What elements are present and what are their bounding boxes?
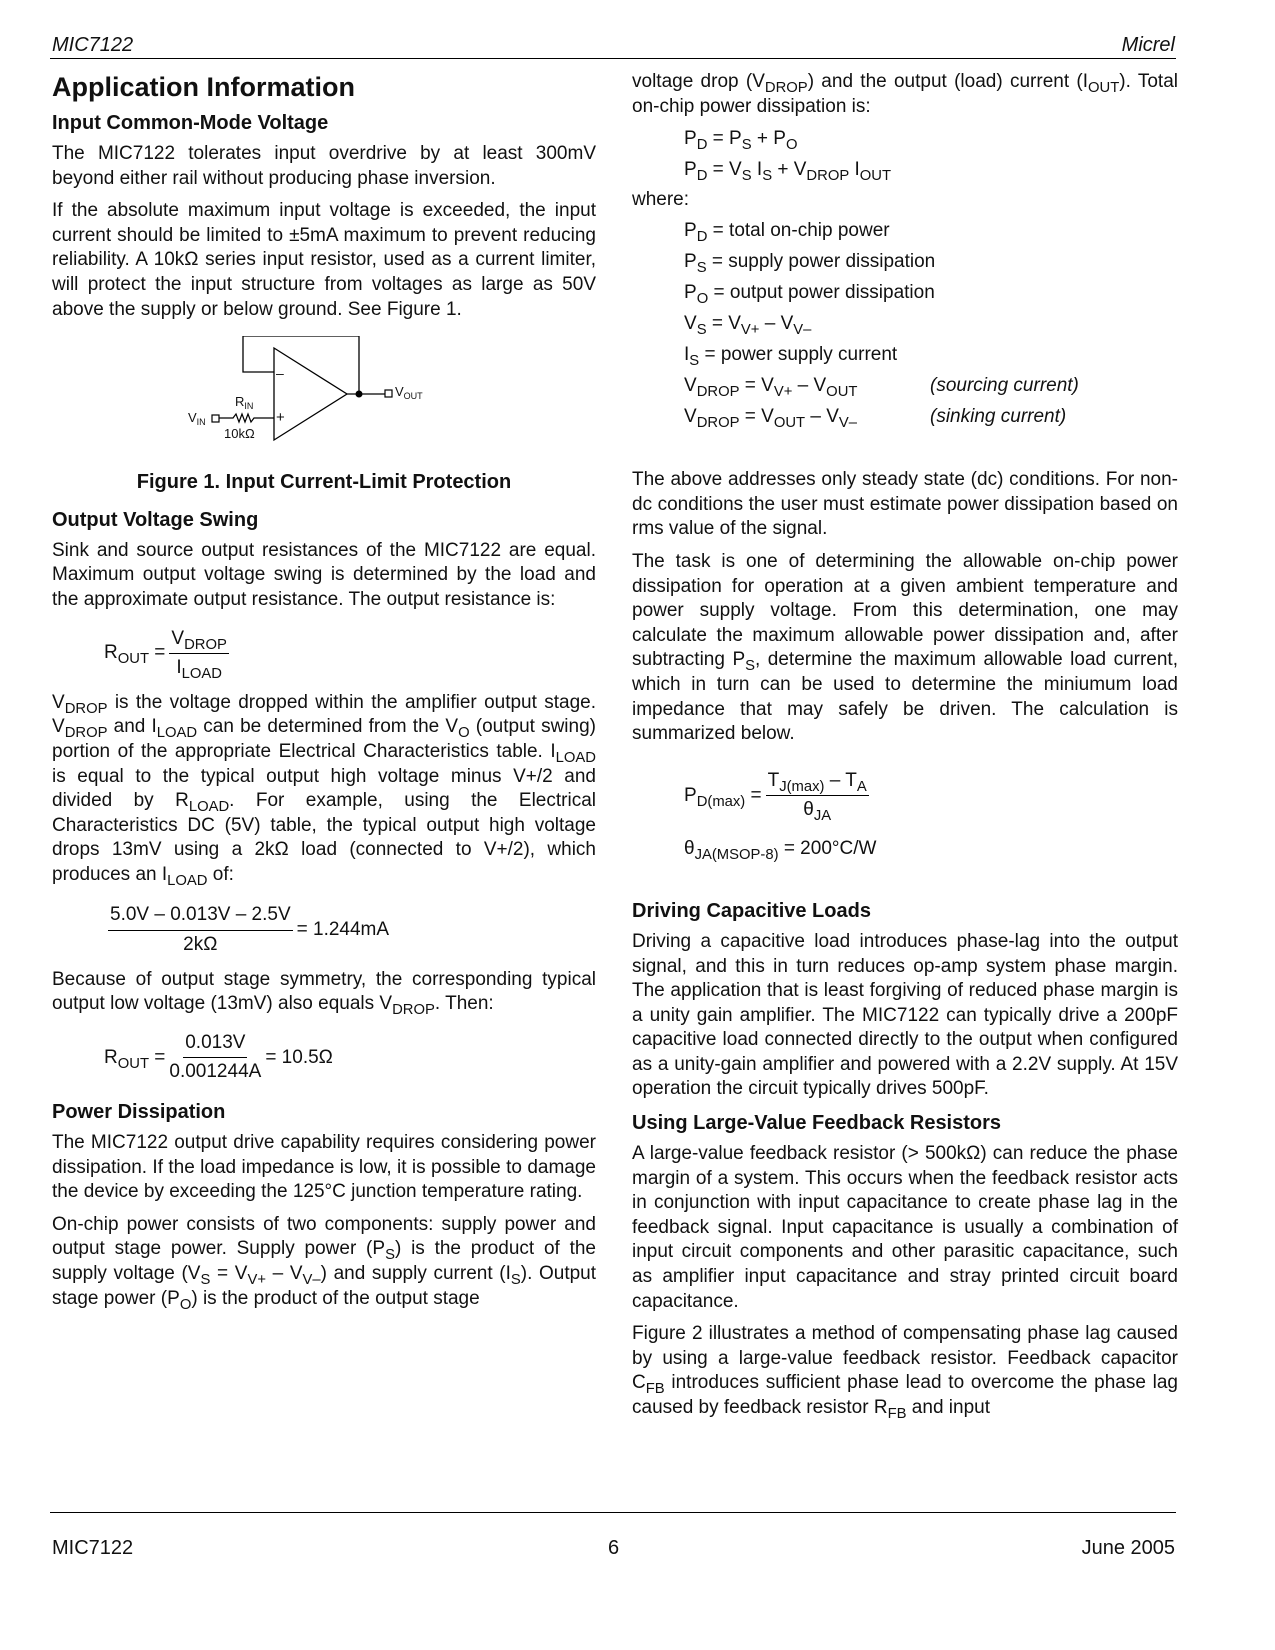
right-column: [632, 70, 1178, 1429]
paragraph: The above addresses only steady state (dc) conditions. For non-dc conditions the user must estimate power dissipation based on rms value of the signal.: [632, 469, 1178, 540]
footer-rule: [50, 1512, 1176, 1513]
footer-doc-name: MIC7122: [52, 1537, 134, 1559]
paragraph-figure2: Figure 2 illustrates a method of compensating phase lag caused by using a large-value feedback resistor. Feedback capacitor $C_{FB}$ introduces sufficient phase lead to overcome the phase lag caused by feedback resistor $R_{FB}$ and input: [632, 1323, 1178, 1423]
vout-label: $V_{OUT}$: [395, 384, 423, 402]
rin-label: $R_{IN}$: [235, 394, 254, 412]
equation-pd-sum: $P_D = P_S + P_O$: [684, 128, 798, 154]
heading-driving-capacitive-loads: Driving Capacitive Loads: [632, 899, 871, 922]
equation-pdmax: $P_{D(max)}$ = $\frac{T_{J(max)} - T_A}{\theta_{JA}}$: [684, 769, 867, 825]
paragraph: If the absolute maximum input voltage is exceeded, the input current should be limited to ±5mA maximum to prevent reducing reliability. A 10kΩ series input resistor, used as a current limiter, will protect the input structure from voltages as large as 50V above the supply or below ground. See Figure 1.: [52, 200, 596, 320]
paragraph: Driving a capacitive load introduces phase-lag into the output signal, and this in turn reduces op-amp system phase margin. The application that is least forgiving of reduced phase margin is a unity gain amplifier. The MIC7122 can typically drive a 200pF capacitive load connected directly to the output when configured as a unity-gain amplifier and powered with a 2.2V supply. At 15V operation the circuit typically drives 500pF.: [632, 930, 1178, 1100]
equation-pd-expanded: $P_D = V_S$ $I_S + V_{DROP}$ $I_{OUT}$: [684, 159, 892, 185]
heading-output-voltage-swing: Output Voltage Swing: [52, 508, 259, 531]
def-ps: $P_S$ = supply power dissipation: [684, 251, 936, 277]
figure-1-caption: Figure 1. Input Current-Limit Protection: [136, 471, 512, 494]
def-vs: $V_S = V_{V+} - V_{V-}$: [684, 313, 812, 339]
def-vdrop-sourcing: $V_{DROP} = V_{V+} - V_{OUT}$ (sourcing current): [684, 375, 1079, 401]
heading-feedback-resistors: Using Large-Value Feedback Resistors: [632, 1112, 1002, 1135]
paragraph-vdrop: $V_{DROP}$ is the voltage dropped within the amplifier output stage. $V_{DROP}$ and $I_{LOAD}$ can be determined from the $V_O$ (output swing) portion of the appropriate Electrical Characteristics table. $I_{LOAD}$ is equal to the typical output high voltage minus V+/2 and divided by $R_{LOAD}$. For example, using the Electrical Characteristics DC (5V) table, the typical output high voltage drops 13mV using a 2kΩ load (connected to V+/2), which produces an $I_{LOAD}$ of:: [52, 691, 596, 890]
footer-page-number: 6: [608, 1537, 620, 1559]
resistor-value: 10kΩ: [224, 426, 255, 442]
header-company: Micrel: [1121, 34, 1175, 56]
figure-1-circuit: [52, 336, 596, 462]
paragraph: The MIC7122 output drive capability requires considering power dissipation. If the load impedance is low, it is possible to damage the device by exceeding the 125°C junction temperature rating.: [52, 1132, 596, 1203]
def-vdrop-sinking: $V_{DROP} = V_{OUT} - V_{V-}$ (sinking current): [684, 406, 1067, 432]
heading-power-dissipation: Power Dissipation: [52, 1101, 226, 1124]
opamp-schematic: [52, 336, 596, 462]
def-po: $P_O$ = output power dissipation: [684, 282, 935, 308]
paragraph: The MIC7122 tolerates input overdrive by at least 300mV beyond either rail without producing phase inversion.: [52, 143, 596, 189]
where-label: where:: [632, 189, 690, 211]
header-rule: [50, 58, 1176, 59]
paragraph-symmetry: Because of output stage symmetry, the corresponding typical output low voltage (13mV) also equals $V_{DROP}$. Then:: [52, 968, 596, 1019]
vin-label: $V_{IN}$: [188, 410, 206, 428]
equation-rout-value: $R_{OUT}$ = $\frac{0.013V}{0.001244A}$ = 10.5Ω: [104, 1031, 333, 1083]
paragraph-task: The task is one of determining the allowable on-chip power dissipation for operation at a given ambient temperature and power supply voltage. From this determination, one may calculate the maximum allowable power dissipation and, after subtracting $P_S$, determine the maximum allowable load current, which in turn can be used to determine the miniumum load impedance that may safely be driven. The calculation is summarized below.: [632, 550, 1178, 745]
heading-input-common-mode: Input Common-Mode Voltage: [52, 112, 329, 134]
left-column: [52, 70, 596, 1319]
equation-iload: $\frac{5.0V - 0.013V - 2.5V}{2k\Omega}$ = 1.244mA: [110, 904, 390, 956]
equation-theta-ja: $\theta_{JA(MSOP-8)} = 200^\circ C/W$: [684, 837, 877, 864]
paragraph-continued: voltage drop $(V_{DROP})$ and the output (load) current $(I_{OUT})$. Total on-chip power dissipation is:: [632, 71, 1178, 117]
def-is: $I_S$ = power supply current: [684, 344, 898, 370]
section-title: Application Information: [52, 72, 355, 102]
equation-rout: $R_{OUT}$ = $\frac{V_{DROP}}{I_{LOAD}}$: [104, 627, 227, 683]
header-doc-name: MIC7122: [52, 34, 134, 56]
paragraph-onchip: On-chip power consists of two components: supply power and output stage power. Supply power $(P_S)$ is the product of the supply voltage $(V_S = V_{V+} - V_{V-})$ and supply current $(I_S)$. Output stage power $(P_O)$ is the product of the output stage: [52, 1213, 597, 1313]
paragraph: A large-value feedback resistor (> 500kΩ) can reduce the phase margin of a system. This occurs when the feedback resistor acts in conjunction with input capacitance to create phase lag in the feedback signal. Input capacitance is usually a combination of input circuit components and other parasitic capacitance, such as amplifier input capacitance and stray printed circuit board capacitance.: [632, 1143, 1178, 1312]
paragraph: Sink and source output resistances of the MIC7122 are equal. Maximum output voltage swing is determined by the load and the approximate output resistance. The output resistance is:: [52, 539, 596, 610]
def-pd: $P_D$ = total on-chip power: [684, 220, 890, 246]
footer-date: June 2005: [1081, 1537, 1175, 1559]
opamp-minus: –: [276, 365, 284, 382]
opamp-plus: +: [276, 409, 285, 427]
